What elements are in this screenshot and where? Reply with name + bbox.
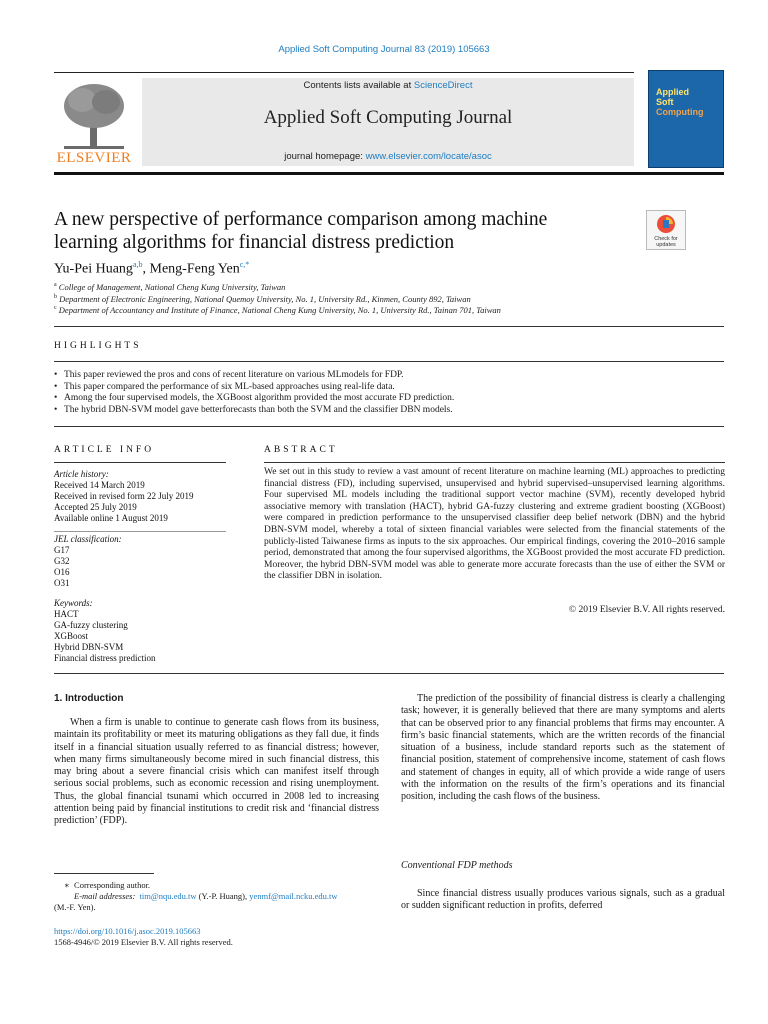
homepage-prefix: journal homepage: [284, 151, 366, 162]
author-name[interactable]: Yu-Pei Huang [54, 261, 133, 277]
history-item: Received in revised form 22 July 2019 [54, 491, 194, 501]
jel-code: G32 [54, 556, 70, 566]
article-info-heading: ARTICLE INFO [54, 445, 155, 455]
contents-line [142, 80, 634, 91]
affil-sup: b [54, 294, 57, 301]
highlights-list [54, 370, 724, 416]
cover-line: Computing [656, 107, 704, 117]
cover-line: Applied [656, 87, 689, 97]
jel-classification [54, 534, 226, 589]
email-link[interactable]: tim@nqu.edu.tw [139, 891, 197, 901]
section-rule [54, 673, 724, 674]
author-sup[interactable]: c,* [239, 260, 250, 269]
highlight-item: • This paper compared the performance of six ML-based approaches using real-life data. [54, 382, 724, 394]
top-rule [54, 72, 634, 73]
body-paragraph: The prediction of the possibility of financial distress is clearly a challenging task; however, it is generally believed that there are many symptoms and alerts that can be observed prior to any financial problems that firms may encounter. A firm’s basic financial statements, which are the written records of the financial situation of a business, include standard reports such as the statement of financial position, statement of comprehensive income, statement of cash flows and statement of changes in equity, all of which provide a wide range of users with the information on the results of the firm’s operations and its financial position, including the cash flows of the business. [401, 693, 725, 803]
affil-sup: c [54, 305, 57, 312]
author-sup[interactable]: a,b [132, 260, 143, 269]
email-owner-line: (M.-F. Yen). [54, 902, 96, 912]
conventional-fdp-heading: Conventional FDP methods [401, 860, 513, 871]
footnote-rule [54, 873, 154, 874]
keyword: GA-fuzzy clustering [54, 620, 128, 630]
author-list [54, 260, 249, 278]
keyword: HACT [54, 609, 79, 619]
highlight-item: • The hybrid DBN-SVM model gave betterforecasts than both the SVM and the classifier DBN models. [54, 405, 724, 417]
introduction-heading: 1. Introduction [54, 693, 124, 704]
article-history [54, 469, 226, 524]
keyword: XGBoost [54, 631, 89, 641]
affiliation [54, 305, 734, 315]
doi-link[interactable]: https://doi.org/10.1016/j.asoc.2019.105663 [54, 926, 201, 936]
affil-text: Department of Accountancy and Institute of Finance, National Cheng Kung University, No. 1, University Rd., Tainan 701, Taiwan [58, 305, 501, 315]
history-item: Received 14 March 2019 [54, 480, 145, 490]
journal-cover-title [656, 87, 720, 117]
keywords-label: Keywords: [54, 598, 93, 608]
journal-citation-link[interactable]: Applied Soft Computing Journal 83 (2019) 105663 [278, 44, 490, 55]
introduction-paragraph: When a firm is unable to continue to generate cash flows from its business, maintain its profitability or meet its maturing obligations as they fall due, it finds itself in a financial situation usually referred to as financial distress; however, when many firms simultaneously become mired in such financial distress, this may bring about a severe financial crisis which can manifest itself through serious social problems, such as economic recession and rising unemployment. Thus, the global financial tsunami which occurred in 2008 led to increasing attention being paid by financial institutions to credit risk and ‘financial distress prediction’ (FDP). [54, 717, 379, 827]
email-line [54, 891, 384, 902]
history-item: Available online 1 August 2019 [54, 513, 168, 523]
info-divider [54, 531, 226, 532]
doi-block [54, 926, 233, 948]
journal-cover-image[interactable] [648, 70, 724, 168]
keywords [54, 598, 226, 664]
abstract-text: We set out in this study to review a vast amount of recent literature on machine learning (ML) approaches to predicting financial distress (FD), including supervised, unsupervised and hybrid supervised–unsupervised learning algorithms. Four supervised ML models including the traditional support vector machine (SVM), recently developed hybrid associative memory with translation (HACT), hybrid GA-fuzzy clustering and extreme gradient boosting (XGBoost) were compared in prediction performance to the unsupervised classifier deep belief network (DBN) and the hybrid DBN-SVM model, whereby a total of sixteen financial variables were selected from the financial statements of the publicly-listed Taiwanese firms as inputs to the six approaches. Our empirical findings, covering the 2010–2016 sample period, demonstrated that among the four supervised algorithms, the XGBoost provided the most accurate FD prediction. Moreover, the hybrid DBN-SVM model was able to generate more accurate forecasts than the use of either the SVM or the classifier DBN in isolation. [264, 467, 725, 582]
jel-code: O31 [54, 578, 70, 588]
highlight-item: • This paper reviewed the pros and cons of recent literature on various MLmodels for FDP. [54, 370, 724, 382]
contents-prefix: Contents lists available at [303, 80, 414, 91]
cm-line: Check for [654, 236, 678, 242]
abstract-copyright: © 2019 Elsevier B.V. All rights reserved. [568, 605, 725, 615]
section-rule [54, 326, 724, 327]
cm-line: updates [656, 242, 676, 248]
history-item: Accepted 25 July 2019 [54, 502, 137, 512]
highlight-item: • Among the four supervised models, the XGBoost algorithm provided the most accurate FD prediction. [54, 393, 724, 405]
highlights-heading: HIGHLIGHTS [54, 341, 142, 351]
crossmark-icon [656, 214, 676, 234]
affil-text: College of Management, National Cheng Kung University, Taiwan [58, 282, 286, 292]
affil-sup: a [54, 282, 57, 289]
corresponding-author-note: ∗ Corresponding author. [64, 880, 151, 890]
keyword: Financial distress prediction [54, 653, 156, 663]
email-link[interactable]: yenmf@mail.ncku.edu.tw [249, 891, 338, 901]
journal-name: Applied Soft Computing Journal [263, 107, 513, 128]
cover-line: Soft [656, 97, 674, 107]
affiliation [54, 294, 734, 304]
author-name[interactable]: Meng-Feng Yen [149, 261, 240, 277]
author-separator: , [142, 261, 150, 277]
section-rule [54, 361, 724, 362]
affil-text: Department of Electronic Engineering, National Quemoy University, No. 1, University Rd., Kinmen, County 892, Taiwan [59, 294, 471, 304]
footnotes [54, 880, 384, 913]
homepage-link[interactable]: www.elsevier.com/locate/asoc [365, 151, 492, 162]
check-for-updates-label [646, 236, 686, 248]
elsevier-wordmark: ELSEVIER [56, 150, 132, 166]
affiliation [54, 282, 734, 292]
keyword: Hybrid DBN-SVM [54, 642, 124, 652]
issn-line: 1568-4946/© 2019 Elsevier B.V. All rights reserved. [54, 937, 233, 947]
abstract-rule [264, 462, 725, 463]
homepage-line [142, 151, 634, 162]
title-line: learning algorithms for financial distress prediction [54, 232, 455, 253]
jel-code: O16 [54, 567, 70, 577]
corresponding-text: Corresponding author. [74, 880, 151, 890]
abstract-heading: ABSTRACT [264, 445, 338, 455]
section-rule [54, 426, 724, 427]
email-owner: (Y.-P. Huang), [196, 891, 250, 901]
sciencedirect-link[interactable]: ScienceDirect [413, 80, 473, 91]
article-info-rule [54, 462, 226, 463]
header-thick-rule [54, 172, 724, 175]
article-title [54, 208, 614, 254]
jel-label: JEL classification: [54, 534, 122, 544]
history-label: Article history: [54, 469, 109, 479]
title-line: A new perspective of performance comparison among machine [54, 209, 548, 230]
email-label: E-mail addresses: [74, 891, 136, 901]
body-paragraph: Since financial distress usually produces various signals, such as a gradual or sudden significant reduction in profits, deferred [401, 888, 725, 912]
jel-code: G17 [54, 545, 70, 555]
